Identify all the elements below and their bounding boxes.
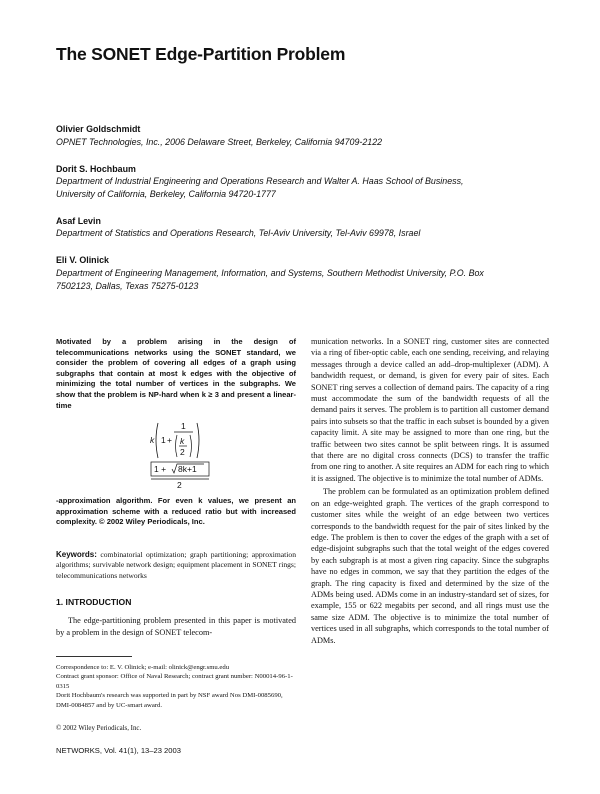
approximation-ratio-formula [150, 418, 220, 490]
keywords [56, 550, 296, 581]
formula-one: 1 [161, 435, 166, 446]
body-paragraph: munication networks. In a SONET ring, customer sites are connected via a ring of fiber-optic cable, each one sending, receiving, and relaying messages through a device called an add–drop-multiplexer (ADM). A bandwidth request, or demand, is given for every pair of sites. Each SONET ring serves a collection of demand pairs. The capacity of a ring must accommodate the sum of the bandwidth requests of all the demand pairs it serves. The problem is to partition all customer demand pairs into subsets so that the traffic in each subset is bounded by a given capacity limit. A site may be assigned to more than one ring, but the traffic between two sites cannot be split between rings. It is assumed that there are no digital cross connects (DCS) to transfer the traffic from one ring to another. A site requires an ADM for each ring to which it is assigned. The objective is to minimize the total number of ADMs. [311, 337, 549, 483]
formula-k: k [150, 435, 155, 446]
inner-left-paren [176, 435, 178, 457]
intro-paragraph: The edge-partitioning problem presented in this paper is motivated by a problem in the design of SONET telecom- [56, 616, 296, 637]
author-affiliation: Department of Statistics and Operations Research, Tel-Aviv University, Tel-Aviv 69978, Israel [56, 228, 421, 239]
formula-inner-k: k [180, 436, 185, 447]
formula-bottom-two: 2 [177, 480, 182, 491]
formula-plus: + [167, 435, 172, 446]
section-heading: 1. INTRODUCTION [56, 597, 132, 608]
journal-footer: NETWORKS, Vol. 41(1), 13–23 2003 [56, 746, 181, 755]
footnote-grant: Contract grant sponsor: Office of Naval Research; contract grant number: N00014-96-1-0315 [56, 673, 293, 690]
footnote-nsf: Dorit Hochbaum's research was supported in part by NSF award Nos DMI-0085690, DMI-0084857 and by UC-smart award. [56, 692, 283, 709]
abstract-part-2: -approximation algorithm. For even k values, we present an approximation scheme with a reduced ratio but with increased complexity. © 2002 Wiley Periodicals, Inc. [56, 496, 296, 527]
author-affiliation: University of California, Berkeley, California 94720-1777 [56, 188, 276, 199]
author-affiliation: OPNET Technologies, Inc., 2006 Delaware Street, Berkeley, California 94709-2122 [56, 136, 383, 147]
footnote-rule [56, 656, 132, 657]
author-name: Dorit S. Hochbaum [56, 163, 136, 174]
formula-inner-two: 2 [180, 447, 185, 458]
keywords-text: combinatorial optimization; graph partitioning; approximation algorithms; survivable network design; equipment placement in SONET rings; telecommunications networks [56, 549, 296, 580]
author-affiliation: 7502123, Dallas, Texas 75275-0123 [56, 280, 199, 291]
author-name: Eli V. Olinick [56, 255, 109, 266]
left-paren [156, 423, 158, 458]
author-name: Olivier Goldschmidt [56, 124, 141, 134]
inner-right-paren [190, 435, 192, 457]
formula-numerator-one: 1 [181, 421, 186, 432]
author-name: Asaf Levin [56, 215, 101, 226]
footnote-copyright: © 2002 Wiley Periodicals, Inc. [56, 725, 142, 732]
author-affiliation: Department of Engineering Management, Information, and Systems, Southern Methodist University, P.O. Box [56, 267, 484, 278]
footnotes [56, 663, 296, 733]
formula-den-prefix: 1 + [154, 464, 167, 475]
right-paren [197, 423, 199, 458]
author-block [56, 215, 556, 240]
keywords-label: Keywords: [56, 549, 97, 559]
body-paragraph: The problem can be formulated as an optimization problem defined on an edge-weighted graph. The vertices of the graph correspond to customer sites while the weight of an edge between two vertices corresponds to the bandwidth request for the pair of sites linked by the edge. The problem is then to cover the edges of the graph with a set of edge-disjoint subgraphs such that the total weight of the edges covered by each subgraph is at most a given ring capacity. Since the subgraphs have no edges in common, we say that they partition the edges of the graph. The ring capacity is fixed and determined by the size of the ADMs being used. ADMs come in an industry-standard set of sizes, for example, 155 or 622 megabits per second, and all rings must use the same size ADM. The objective is to minimize the total number of vertices used in all subgraphs, which corresponds to the total number of ADMs. [311, 487, 549, 645]
left-column [56, 337, 296, 733]
author-list [56, 123, 556, 307]
footnote-correspondence: Correspondence to: E. V. Olinick; e-mail: olinick@engr.smu.edu [56, 663, 230, 671]
right-column [311, 336, 549, 646]
paper-title: The SONET Edge-Partition Problem [56, 44, 346, 64]
formula-graphic [150, 418, 220, 490]
author-block [56, 163, 556, 201]
author-block [56, 254, 556, 292]
author-affiliation: Department of Industrial Engineering and Operations Research and Walter A. Haas School of Business, [56, 176, 464, 187]
formula-sqrt-arg: 8k+1 [178, 464, 197, 475]
abstract-part-1: Motivated by a problem arising in the design of telecommunications networks using the SONET standard, we consider the problem of covering all edges of a graph using subgraphs that contain at most k edges with the objective of minimizing the total number of vertices in the subgraphs. We show that the problem is NP-hard when k ≥ 3 and present a linear-time [56, 337, 296, 410]
author-block [56, 123, 556, 148]
